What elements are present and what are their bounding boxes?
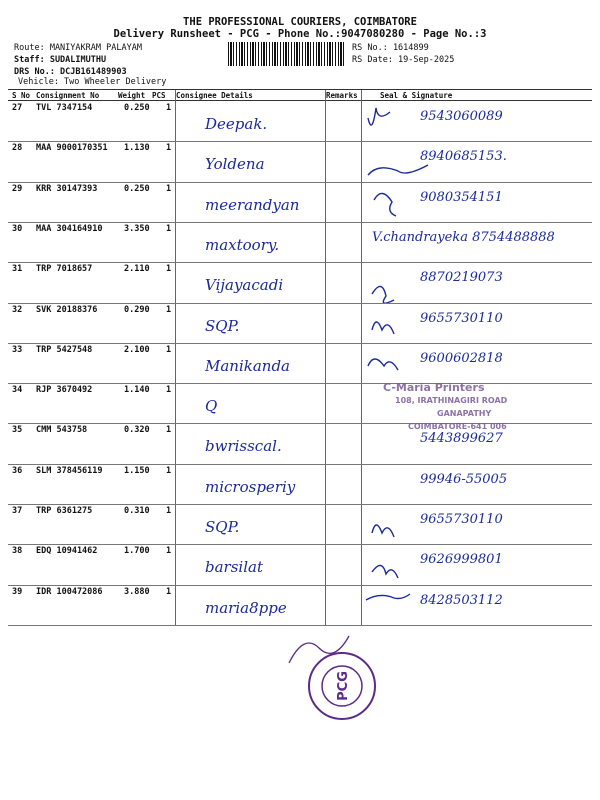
rs-date: RS Date: 19-Sep-2025 xyxy=(352,55,455,65)
runsheet-subtitle: Delivery Runsheet - PCG - Phone No.:9047080280 - Page No.:3 xyxy=(113,28,487,40)
row-consignment: MAA 9000170351 xyxy=(36,143,108,154)
row-consignee-handwriting: maxtoory. xyxy=(205,235,280,254)
col-weight: Weight xyxy=(118,91,146,100)
row-consignment: TRP 7018657 xyxy=(36,264,93,275)
row-consignee-handwriting: maria8ppe xyxy=(205,598,287,617)
row-phone-handwriting: 8870219073 xyxy=(420,270,503,286)
row-consignment: SLM 378456119 xyxy=(36,465,103,476)
row-consignment: TVL 7347154 xyxy=(36,103,93,113)
row-weight: 3.350 xyxy=(124,223,150,234)
row-consignment: MAA 304164910 xyxy=(36,223,103,234)
row-rule xyxy=(8,585,592,586)
row-rule xyxy=(8,222,592,223)
row-consignee-handwriting: meerandyan xyxy=(205,195,300,214)
row-weight: 0.250 xyxy=(124,103,150,113)
vehicle-label: Vehicle: Two Wheeler Delivery xyxy=(18,77,167,87)
row-phone-handwriting: 8940685153. xyxy=(420,149,507,165)
row-phone-handwriting: 9655730110 xyxy=(420,512,503,527)
row-sno: 39 xyxy=(12,586,23,597)
row-pcs: 1 xyxy=(166,344,172,355)
row-pcs: 1 xyxy=(166,304,172,315)
row-consignee-handwriting: microsperiy xyxy=(205,477,296,496)
row-rule xyxy=(8,182,592,183)
row-consignee-handwriting: Deepak. xyxy=(205,115,268,133)
row-weight: 1.700 xyxy=(124,546,150,557)
row-weight: 0.290 xyxy=(124,304,150,315)
row-sno: 29 xyxy=(12,183,23,194)
row-consignment: RJP 3670492 xyxy=(36,385,93,396)
row-sno: 36 xyxy=(12,465,23,476)
row-pcs: 1 xyxy=(166,264,172,275)
row-consignee-handwriting: Manikanda xyxy=(205,356,290,375)
row-rule xyxy=(8,383,592,384)
col-seal: Seal & Signature xyxy=(380,91,453,100)
row-phone-handwriting: 9080354151 xyxy=(420,189,503,205)
row-sno: 28 xyxy=(12,143,23,154)
seal-text: PCG xyxy=(336,671,351,701)
row-sno: 27 xyxy=(12,103,23,113)
row-weight: 3.880 xyxy=(124,586,150,597)
row-rule xyxy=(8,544,592,545)
col-consignee: Consignee Details xyxy=(176,91,253,100)
row-weight: 1.140 xyxy=(124,385,150,396)
row-phone-handwriting: 5443899627 xyxy=(420,431,503,447)
row-rule xyxy=(8,343,592,344)
row-weight: 0.320 xyxy=(124,425,150,436)
col-remarks: Remarks xyxy=(326,91,358,100)
row-rule xyxy=(8,464,592,465)
row-consignee-handwriting: SQP. xyxy=(205,316,240,335)
row-sno: 35 xyxy=(12,425,23,436)
company-title: THE PROFESSIONAL COURIERS, COIMBATORE xyxy=(183,16,417,28)
row-weight: 1.150 xyxy=(124,465,150,476)
row-rule xyxy=(8,141,592,142)
row-sno: 37 xyxy=(12,506,23,516)
col-consignment: Consignment No xyxy=(36,91,100,100)
row-consignment: EDQ 10941462 xyxy=(36,546,98,557)
row-phone-handwriting: 9655730110 xyxy=(420,310,503,326)
row-phone-handwriting: V.chandrayeka 8754488888 xyxy=(372,229,555,245)
row-phone-handwriting: 9600602818 xyxy=(420,350,503,366)
row-rule xyxy=(8,262,592,263)
drs-label: DRS No.: DCJB161489903 xyxy=(14,67,127,77)
row-sno: 33 xyxy=(12,344,23,355)
row-rule xyxy=(8,625,592,626)
row-consignee-handwriting: barsilat xyxy=(205,558,263,577)
row-consignee-handwriting: Q xyxy=(205,397,218,416)
stamp-line: C-Maria Printers xyxy=(383,381,485,394)
row-consignment: TRP 5427548 xyxy=(36,344,93,355)
row-consignment: IDR 100472086 xyxy=(36,586,103,597)
rs-number: RS No.: 1614899 xyxy=(352,43,429,53)
row-pcs: 1 xyxy=(166,183,172,194)
row-pcs: 1 xyxy=(166,586,172,597)
col-sno: S No xyxy=(12,91,31,100)
row-consignee-handwriting: SQP. xyxy=(205,518,240,536)
row-pcs: 1 xyxy=(166,425,172,436)
row-sno: 30 xyxy=(12,223,23,234)
col-pcs: PCS xyxy=(152,91,166,100)
row-phone-handwriting: 9543060089 xyxy=(420,109,503,124)
row-weight: 1.130 xyxy=(124,143,150,154)
row-pcs: 1 xyxy=(166,465,172,476)
row-weight: 2.110 xyxy=(124,264,150,275)
row-weight: 0.310 xyxy=(124,506,150,516)
route-label: Route: MANIYAKRAM PALAYAM xyxy=(14,43,142,53)
row-phone-handwriting: 9626999801 xyxy=(420,552,503,568)
row-pcs: 1 xyxy=(166,546,172,557)
row-sno: 34 xyxy=(12,385,23,396)
row-sno: 31 xyxy=(12,264,23,275)
row-consignee-handwriting: Vijayacadi xyxy=(205,276,284,295)
row-consignment: CMM 543758 xyxy=(36,425,88,436)
stamp-line: GANAPATHY xyxy=(437,409,492,418)
row-consignment: SVK 20188376 xyxy=(36,304,98,315)
row-pcs: 1 xyxy=(166,385,172,396)
row-consignee-handwriting: Yoldena xyxy=(205,155,265,174)
row-weight: 0.250 xyxy=(124,183,150,194)
stamp-line: COIMBATORE-641 006 xyxy=(408,422,507,431)
stamp-line: 108, IRATHINAGIRI ROAD xyxy=(395,396,508,405)
row-consignment: KRR 30147393 xyxy=(36,183,98,194)
row-pcs: 1 xyxy=(166,103,172,113)
row-rule xyxy=(8,504,592,505)
row-consignment: TRP 6361275 xyxy=(36,506,93,516)
row-phone-handwriting: 99946-55005 xyxy=(420,471,508,487)
seal-signature-stroke xyxy=(284,628,354,668)
row-rule xyxy=(8,303,592,304)
row-sno: 38 xyxy=(12,546,23,557)
row-sno: 32 xyxy=(12,304,23,315)
staff-label: Staff: SUDALIMUTHU xyxy=(14,55,107,65)
row-pcs: 1 xyxy=(166,506,172,516)
row-pcs: 1 xyxy=(166,143,172,154)
row-weight: 2.100 xyxy=(124,344,150,355)
row-pcs: 1 xyxy=(166,223,172,234)
row-phone-handwriting: 8428503112 xyxy=(420,592,503,608)
row-consignee-handwriting: bwrisscal. xyxy=(205,437,282,456)
